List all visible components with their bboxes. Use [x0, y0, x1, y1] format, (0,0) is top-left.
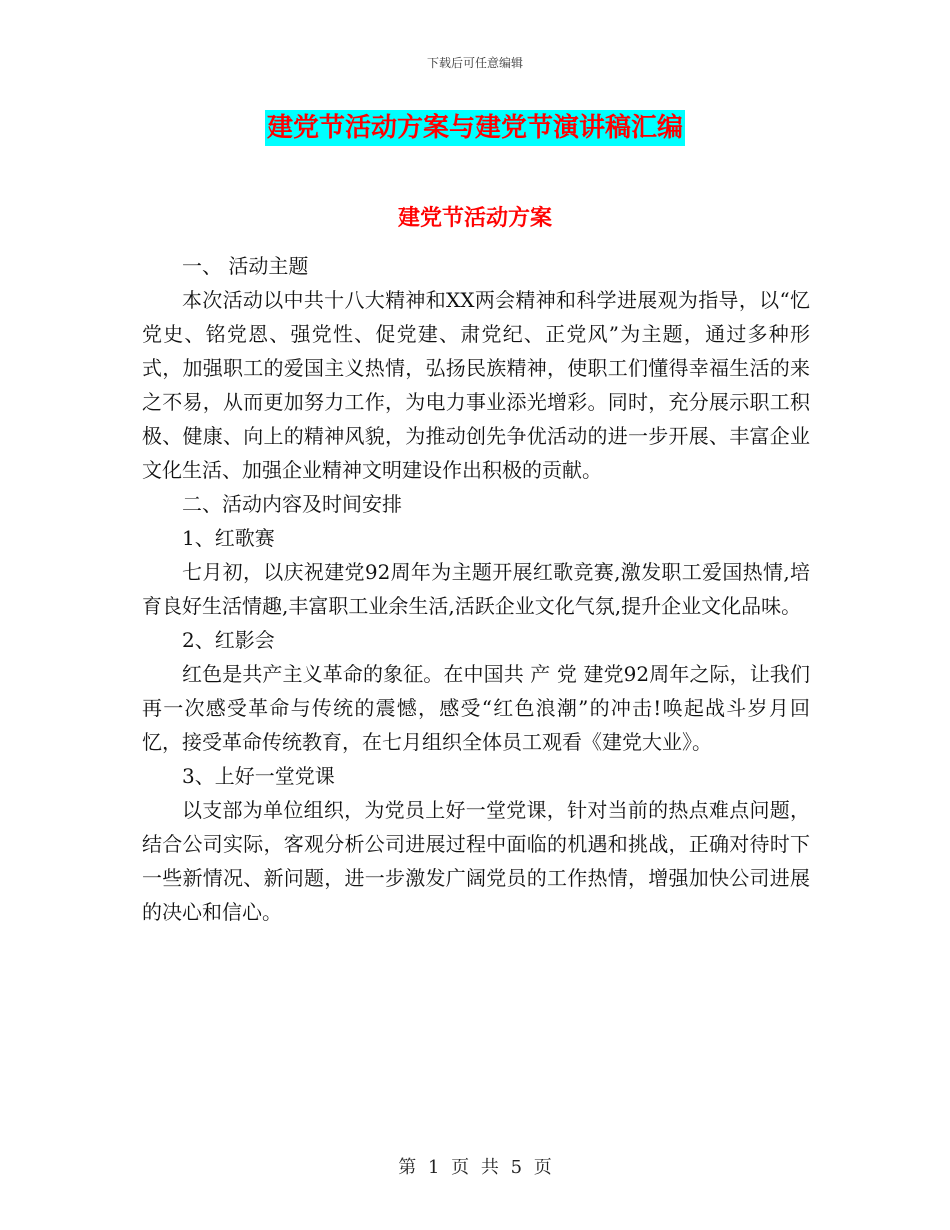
main-title-container: [0, 110, 950, 146]
heading-activity-theme: 一、 活动主题: [182, 254, 309, 278]
subheading-red-film: 2、红影会: [182, 628, 275, 652]
paragraph-party-lesson: 以支部为单位组织，为党员上好一堂党课，针对当前的热点难点问题，结合公司实际，客观分析公司进展过程中面临的机遇和挑战，正确对待时下一些新情况、新问题，进一步激发广阔党员的工作热情，增强加快公司进展的决心和信心。: [142, 798, 810, 924]
paragraph-red-film: 红色是共产主义革命的象征。在中国共 产 党 建党92周年之际，让我们再一次感受革命与传统的震憾，感受“红色浪潮”的冲击!唤起战斗岁月回忆，接受革命传统教育，在七月组织全体员工观看《建党大业》。: [142, 662, 810, 754]
subheading-party-lesson: 3、上好一堂党课: [182, 764, 335, 788]
section-title: 建党节活动方案: [397, 205, 552, 231]
heading-activity-content: 二、活动内容及时间安排: [182, 492, 402, 516]
header-note: 下载后可任意编辑: [426, 56, 523, 70]
main-title: 建党节活动方案与建党节演讲稿汇编: [265, 110, 685, 146]
page-footer: 第 1 页 共 5 页: [398, 1157, 552, 1178]
paragraph-theme-description: 本次活动以中共十八大精神和XX两会精神和科学进展观为指导，以“忆党史、铭党恩、强党性、促党建、肃党纪、正党风”为主题，通过多种形式，加强职工的爱国主义热情，弘扬民族精神，使职工们懂得幸福生活的来之不易，从而更加努力工作，为电力事业添光增彩。同时，充分展示职工积极、健康、向上的精神风貌，为推动创先争优活动的进一步开展、丰富企业文化生活、加强企业精神文明建设作出积极的贡献。: [142, 288, 810, 482]
document-body: [142, 249, 810, 929]
subheading-red-song: 1、红歌赛: [182, 526, 275, 550]
paragraph-red-song: 七月初，以庆祝建党92周年为主题开展红歌竞赛,激发职工爱国热情,培育良好生活情趣,丰富职工业余生活,活跃企业文化气氛,提升企业文化品味。: [142, 560, 810, 618]
